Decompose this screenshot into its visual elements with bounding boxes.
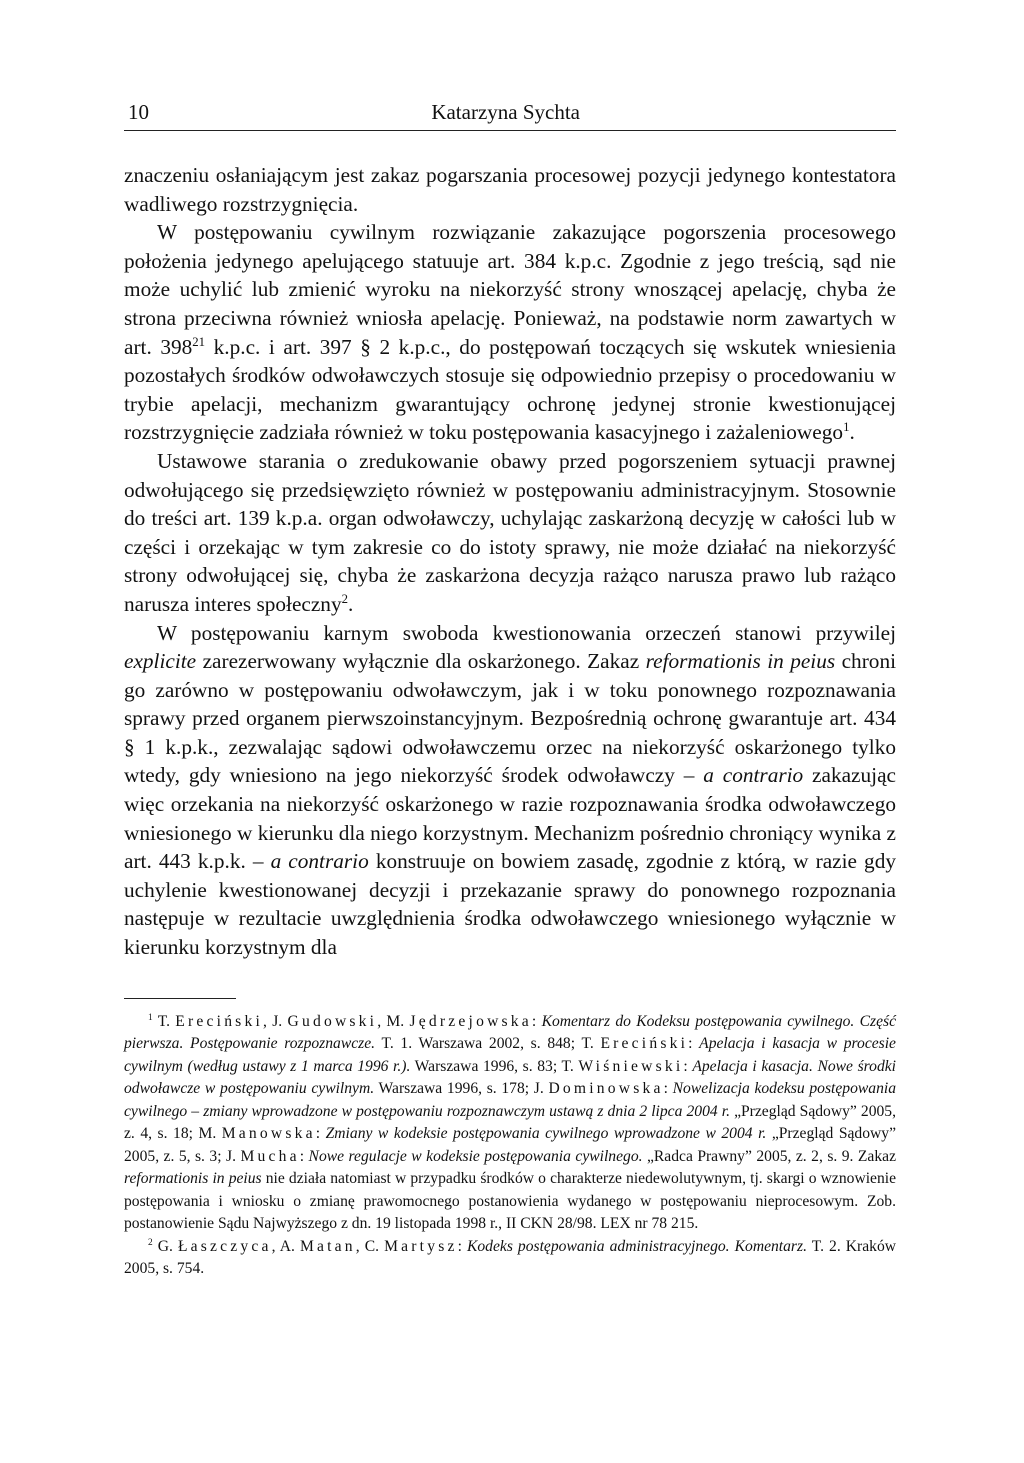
author-name: Martysz [384, 1237, 458, 1255]
cited-title: Kodeks postępowania administracyjnego. Komentarz. [466, 1237, 807, 1255]
cited-title: Apelacja i kasacja. Nowe środki odwoławcze w postępowaniu cywilnym. [124, 1057, 896, 1098]
paragraph-2 [124, 218, 896, 447]
cited-title: Zmiany w kodeksie postępowania cywilnego wprowadzone w 2004 r. [325, 1125, 767, 1143]
page [124, 100, 896, 1281]
author-name: Mucha [240, 1147, 300, 1165]
paragraph-1 [124, 161, 896, 218]
text-run: zakazując więc orzekania na niekorzyść oskarżonego w razie rozpoznawania środka odwoławczego wniesionego w kierunku dla niego korzystnym. Mechanizm pośrednio chroniący wynika z art. 443 k.p.k. – [124, 763, 896, 874]
footnote-ref-1[interactable]: 1 [843, 420, 850, 435]
text-run: zarezerwowany wyłącznie dla oskarżonego. Zakaz [196, 649, 646, 674]
italic-term: a contrario [703, 763, 804, 788]
cited-title: Komentarz do Kodeksu postępowania cywilnego. Część pierwsza. Postępowanie rozpoznawcze. [124, 1012, 897, 1053]
page-number: 10 [128, 100, 149, 124]
paragraph-4 [124, 619, 896, 962]
cited-title: reformationis in peius [124, 1170, 262, 1188]
paragraph-3 [124, 447, 896, 619]
citation-text: Warszawa 1996, s. 178; J. [374, 1080, 549, 1098]
citation-text: T. 1. Warszawa 2002, s. 848; T. [375, 1035, 601, 1053]
main-text [124, 161, 896, 962]
text-run: chroni go zarówno w postępowaniu odwoławczym, jak i w toku ponownego rozpoznawania sprawy przed organem pierwszoinstancyjnym. Bezpośrednią ochronę gwarantuje art. 434 § 1 k.p.k., zezwalając sądowi odwoławczemu orzec na niekorzyść oskarżonego tylko wtedy, gdy wniesiono na jego niekorzyść środek odwoławczy – [124, 649, 897, 788]
footnote-2: $^2$ G. Łaszczyca, A. Matan, C. Martysz: Kodeks postępowania administracyjnego. Komentarz. T. 2. Kraków 2005, s. 754. [124, 1237, 897, 1278]
cited-title: Nowelizacja kodeksu postępowania cywilnego – zmiany wprowadzone w postępowaniu rozpoznawczym ustawą z dnia 2 lipca 2004 r. [124, 1080, 897, 1120]
author-name: Łaszczyca [177, 1237, 272, 1255]
running-header [124, 100, 896, 131]
citation-text: „Przegląd Sądowy” 2005, z. 4, s. 18; M. [124, 1102, 896, 1143]
author-name: Manowska [221, 1125, 316, 1143]
citation-text: : [457, 1237, 467, 1255]
cited-title: Apelacja i kasacja w procesie cywilnym (według ustawy z 1 marca 1996 r.). [124, 1035, 896, 1075]
author-name: Matan [299, 1237, 356, 1255]
citation-text: : [299, 1147, 309, 1165]
citation-text: , J. [263, 1012, 288, 1030]
citation-text: nie działa natomiast w przypadku środków o charakterze niedewolutywnym, tj. skargi o wznowienie postępowania i wniosku o zmianę prawomocnego postanowienia wydanego w postępowaniu nieprocesowym. Zob. postanowienie Sądu Najwyższego z dn. 19 listopada 1998 r., II CKN 28/98. LEX nr 78 215. [124, 1170, 897, 1233]
footnote-separator [124, 998, 236, 999]
citation-text: : [531, 1012, 542, 1030]
author-name: Dominowska [548, 1080, 664, 1098]
text-run: . [348, 591, 354, 616]
text-run: Ustawowe starania o zredukowanie obawy przed pogorszeniem sytuacji prawnej odwołującego się przedsięwzięto również w postępowaniu administracyjnym. Stosownie do treści art. 139 k.p.a. organ odwoławczy, uchylając zaskarżoną decyzję w całości lub w części i orzekając w tym zakresie co do istoty sprawy, nie może działać na niekorzyść strony odwołującej się, chyba że zaskarżona decyzja rażąco narusza prawo lub rażąco narusza interes społeczny [124, 448, 896, 616]
italic-term: explicite [124, 649, 197, 674]
text-run: W postępowaniu cywilnym rozwiązanie zakazujące pogorszenia procesowego położenia jedynego apelującego statuuje art. 384 k.p.c. Zgodnie z jego treścią, sąd nie może uchylić lub zmienić wyroku na niekorzyść strony wnoszącej apelację, chyba że strona przeciwna również wniosła apelację. Ponieważ, na podstawie norm zawartych w art. 398 [124, 220, 896, 359]
text-run: k.p.c. i art. 397 § 2 k.p.c., do postępowań toczących się wskutek wniesienia pozostałych środków odwoławczych stosuje się odpowiednio przepisy o procedowaniu w trybie apelacji, mechanizm gwarantujący ochronę jedynej stronie kwestionującej rozstrzygnięcie zadziała również w toku postępowania kasacyjnego i zażaleniowego [124, 334, 896, 445]
footnotes [124, 1011, 896, 1281]
citation-text: , M. [377, 1012, 410, 1030]
italic-term: reformationis in peius [645, 649, 836, 674]
author-name: Gudowski [287, 1012, 378, 1030]
footnote-1: $^1$ T. Ereciński, J. Gudowski, M. Jędrzejowska: Komentarz do Kodeksu postępowania cywilnego. Część pierwsza. Postępowanie rozpoznawcze. T. 1. Warszawa 2002, s. 848; T. Ereciński: Apelacja i kasacja w procesie cywilnym (według ustawy z 1 marca 1996 r.). Warszawa 1996, s. 83; T. Wiśniewski: Apelacja i kasacja. Nowe środki odwoławcze w postępowaniu cywilnym. Warszawa 1996, s. 178; J. Dominowska: Nowelizacja kodeksu postępowania cywilnego – zmiany wprowadzone w postępowaniu rozpoznawczym ustawą z dnia 2 lipca 2004 r. „Przegląd Sądowy” 2005, z. 4, s. 18; M. Manowska: Zmiany w kodeksie postępowania cywilnego wprowadzone w 2004 r. „Przegląd Sądowy” 2005, z. 5, s. 3; J. Mucha: Nowe regulacje w kodeksie postępowania cywilnego. „Radca Prawny” 2005, z. 2, s. 9. Zakaz reformationis in peius nie działa natomiast w przypadku środków o charakterze niedewolutywnym, tj. skargi o wznowienie postępowania i wniosku o zmianę prawomocnego postanowienia wydanego w postępowaniu nieprocesowym. Zob. postanowienie Sądu Najwyższego z dn. 19 listopada 1998 r., II CKN 28/98. LEX nr 78 215. [124, 1012, 897, 1233]
citation-text: : [663, 1080, 673, 1098]
running-head-author: Katarzyna Sychta [431, 100, 580, 124]
citation-text: Warszawa 1996, s. 83; T. [410, 1057, 579, 1075]
citation-text: G. [152, 1237, 178, 1255]
citation-text: T. 2. Kraków 2005, s. 754. [124, 1237, 897, 1278]
text-run: . [849, 420, 855, 445]
footnote-ref-2[interactable]: 2 [341, 591, 348, 606]
author-name: Wiśniewski [578, 1057, 684, 1075]
author-name: Jędrzejowska [409, 1012, 532, 1030]
citation-text: : [688, 1035, 700, 1053]
citation-text: : [683, 1057, 693, 1075]
superscript: 21 [192, 334, 206, 349]
citation-text: : [315, 1125, 326, 1143]
author-name: Ereciński [600, 1035, 689, 1053]
citation-text: , A. [271, 1237, 300, 1255]
text-run: znaczeniu osłaniającym jest zakaz pogarszania procesowej pozycji jedynego kontestatora wadliwego rozstrzygnięcia. [124, 163, 896, 216]
italic-term: a contrario [270, 849, 369, 874]
citation-text: , C. [355, 1237, 385, 1255]
citation-text: T. [152, 1012, 176, 1030]
text-run: W postępowaniu karnym swoboda kwestionowania orzeczeń stanowi przywilej [157, 620, 896, 645]
author-name: Ereciński [175, 1012, 263, 1030]
text-run: konstruuje on bowiem zasadę, zgodnie z którą, w razie gdy uchylenie kwestionowanej decyzji i przekazanie sprawy do ponownego rozpoznania następuje w rezultacie uwzględnienia środka odwoławczego wniesionego wyłącznie w kierunku korzystnym dla [124, 849, 896, 960]
cited-title: Nowe regulacje w kodeksie postępowania cywilnego. [308, 1147, 643, 1165]
citation-text: „Radca Prawny” 2005, z. 2, s. 9. Zakaz [642, 1147, 896, 1165]
citation-text: „Przegląd Sądowy” 2005, z. 5, s. 3; J. [124, 1125, 896, 1165]
